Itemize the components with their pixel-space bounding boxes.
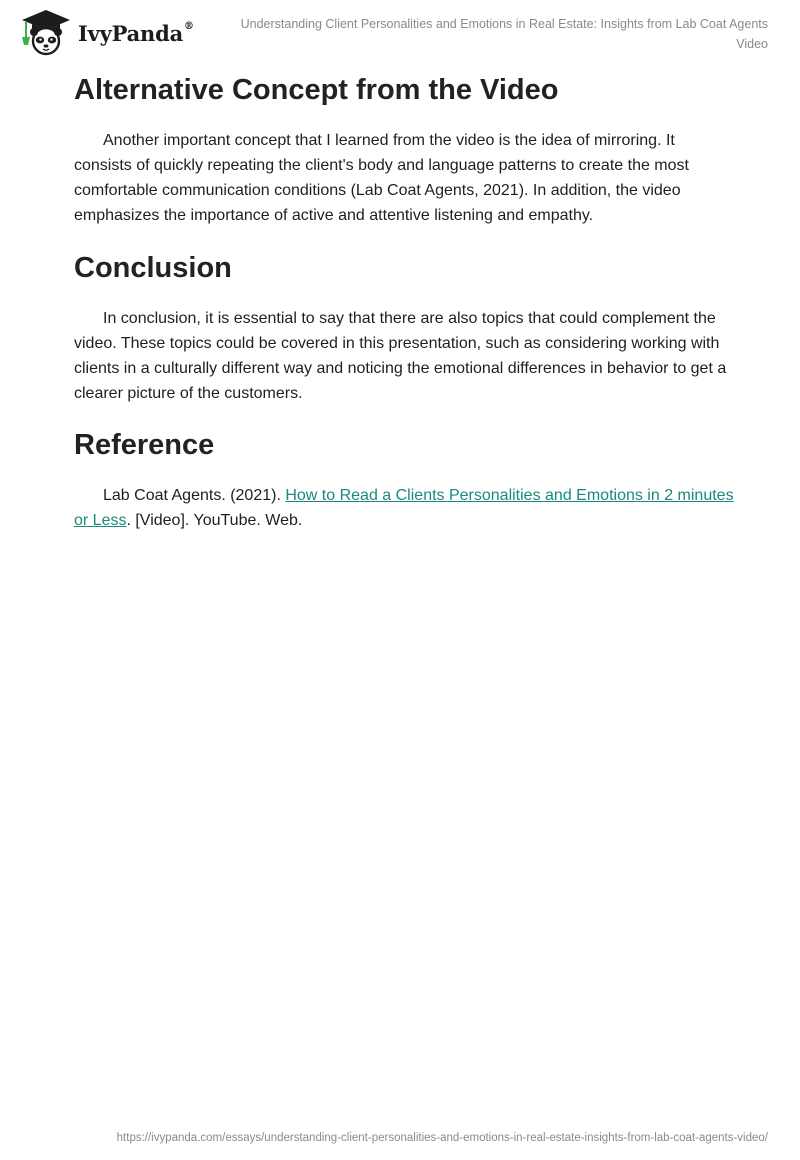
section-heading: Conclusion [74, 252, 232, 284]
section-paragraph: Another important concept that I learned from the video is the idea of mirroring. It consists of quickly repeating the client's body and language patterns to create the most comfortable communication conditions (Lab Coat Agents, 2021). In addition, the video emphasizes the importance of active and attentive listening and empathy. [74, 132, 689, 224]
section-heading: Alternative Concept from the Video [74, 74, 559, 106]
reference-suffix: . [Video]. YouTube. Web. [126, 512, 303, 529]
section-paragraph: In conclusion, it is essential to say that there are also topics that could complement the video. These topics could be covered in this presentation, such as considering working with clients in a culturally different way and noticing the emotional differences in behavior to get a clearer picture of the customers. [74, 310, 727, 402]
page-header [0, 0, 800, 62]
registered-mark: ® [184, 20, 194, 32]
panda-graduate-icon [14, 7, 78, 57]
reference-entry [74, 483, 734, 533]
logo-wordmark: IvyPanda® [78, 20, 194, 46]
section-heading: Reference [74, 429, 215, 461]
section-reference [74, 425, 734, 533]
footer-url: https://ivypanda.com/essays/understanding-client-personalities-and-emotions-in-real-estate-insights-from-lab-coat-agents-video/ [116, 1132, 768, 1144]
ivypanda-logo[interactable] [14, 7, 204, 57]
section-alternative-concept [74, 70, 734, 228]
document-title: Understanding Client Personalities and Emotions in Real Estate: Insights from Lab Coat Agents Video [240, 17, 768, 51]
reference-video-link[interactable]: How to Read a Clients Personalities and Emotions in 2 minutes or Less [74, 487, 734, 529]
reference-prefix: Lab Coat Agents. (2021). [103, 487, 286, 504]
section-conclusion [74, 248, 734, 406]
